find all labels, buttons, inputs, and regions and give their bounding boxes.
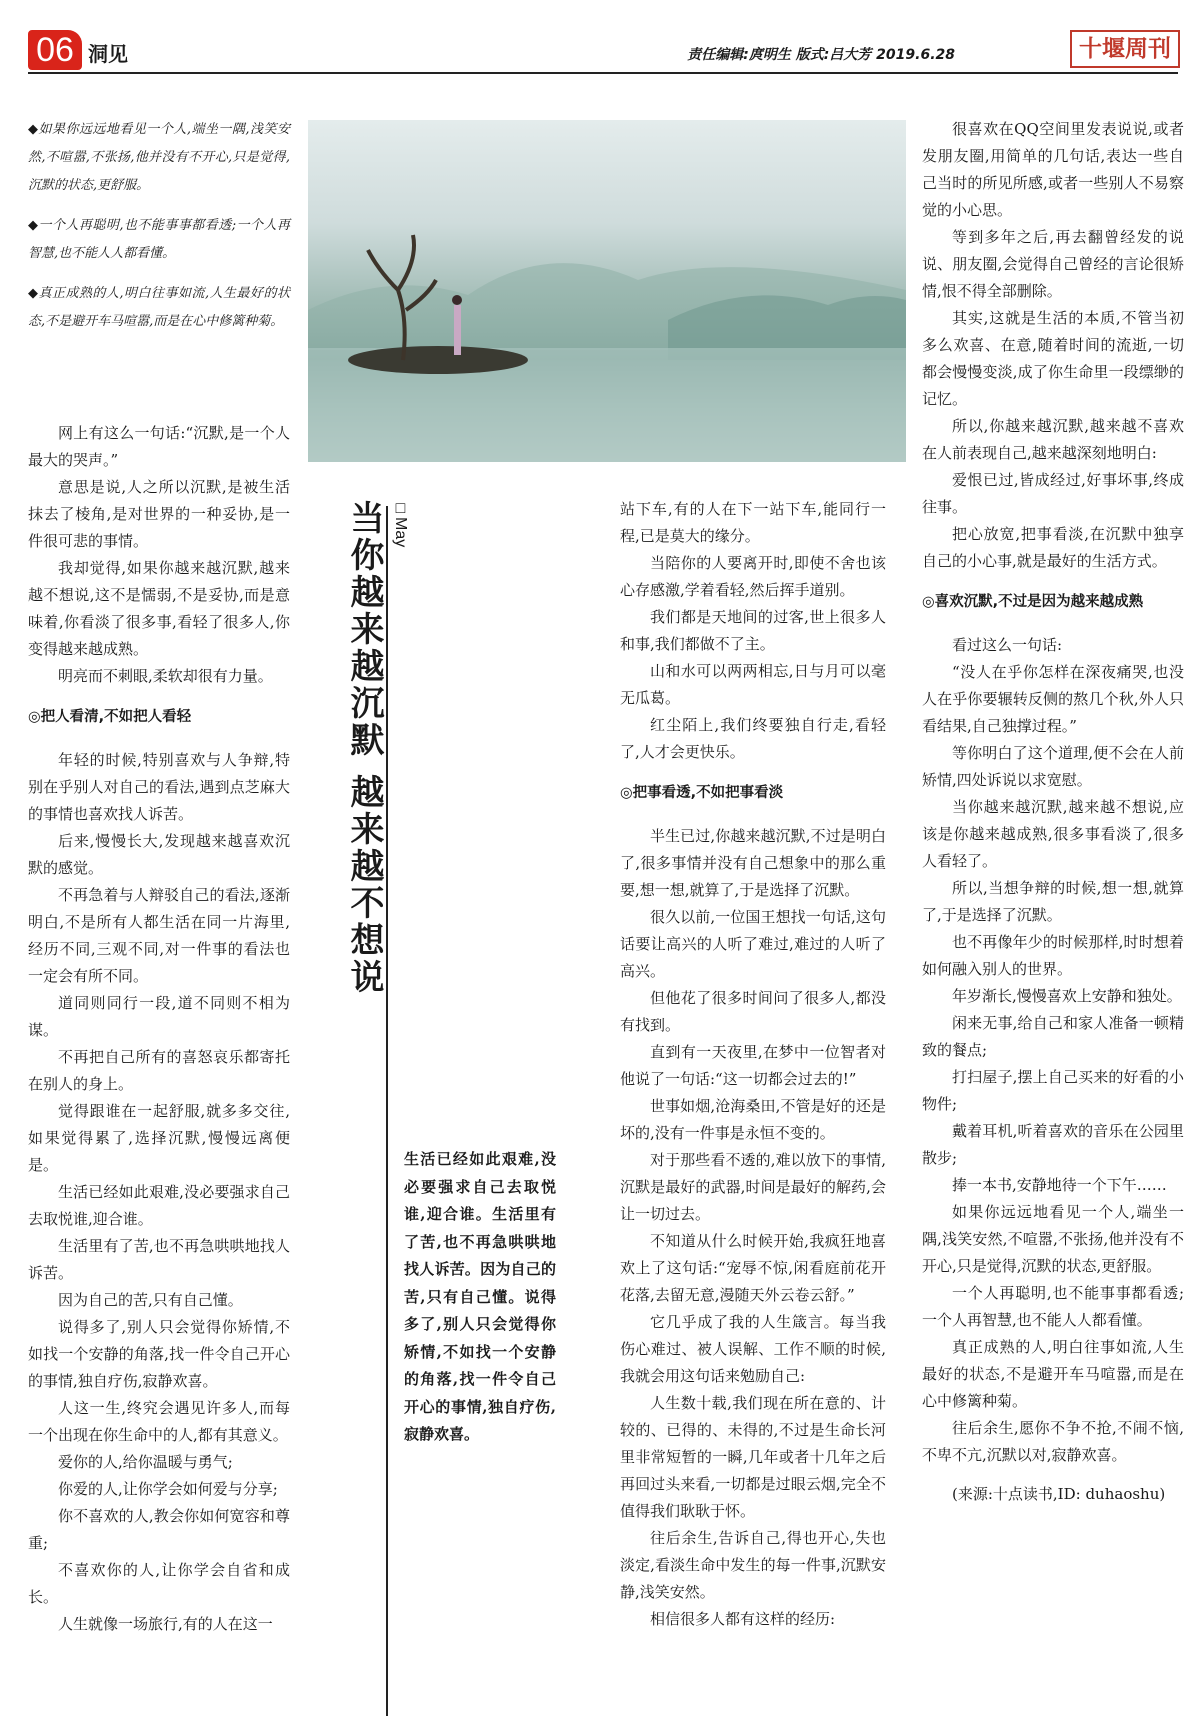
- paragraph: 我却觉得,如果你越来越沉默,越来越不想说,这不是懦弱,不是妥协,而是意味着,你看淡了很多事,看轻了很多人,你变得越来越成熟。: [28, 559, 290, 658]
- paragraph: 闲来无事,给自己和家人准备一顿精致的餐点;: [922, 1014, 1184, 1059]
- quote-item: ◆一个人再聪明,也不能事事都看透;一个人再智慧,也不能人人都看懂。: [28, 218, 290, 261]
- paragraph: 你爱的人,让你学会如何爱与分享;: [58, 1480, 278, 1498]
- quote-item: ◆真正成熟的人,明白往事如流,人生最好的状态,不是避开车马喧嚣,而是在心中修篱种菊。: [28, 286, 290, 329]
- paragraph: 看过这么一句话:: [952, 636, 1063, 654]
- paragraph: 一个人再聪明,也不能事事都看透;一个人再智慧,也不能人人都看懂。: [922, 1284, 1184, 1329]
- paragraph: 因为自己的苦,只有自己懂。: [58, 1291, 243, 1309]
- newspaper-logo: 十堰周刊: [1070, 30, 1180, 68]
- article-source: (来源:十点读书,ID: duhaoshu): [952, 1485, 1166, 1503]
- paragraph: 对于那些看不透的,难以放下的事情,沉默是最好的武器,时间是最好的解药,会让一切过去。: [620, 1151, 886, 1223]
- paragraph: 人生就像一场旅行,有的人在这一: [58, 1615, 273, 1633]
- subheading: ◎把事看透,不如把事看淡: [620, 785, 784, 801]
- paragraph: “没人在乎你怎样在深夜痛哭,也没人在乎你要辗转反侧的熬几个秋,外人只看结果,自己独撑过程。”: [922, 663, 1184, 735]
- paragraph: 人生数十载,我们现在所在意的、计较的、已得的、未得的,不过是生命长河里非常短暂的一瞬,几年或者十几年之后再回过头来看,一切都是过眼云烟,完全不值得我们耿耿于怀。: [620, 1394, 886, 1520]
- paragraph: 如果你远远地看见一个人,端坐一隅,浅笑安然,不喧嚣,不张扬,他并没有不开心,只是觉得,沉默的状态,更舒服。: [922, 1203, 1184, 1275]
- paragraph: 人这一生,终究会遇见许多人,而每一个出现在你生命中的人,都有其意义。: [28, 1399, 290, 1444]
- paragraph: 道同则同行一段,道不同则不相为谋。: [28, 994, 290, 1039]
- article-column-1: [28, 420, 290, 1638]
- paragraph: 真正成熟的人,明白往事如流,人生最好的状态,不是避开车马喧嚣,而是在心中修篱种菊。: [922, 1338, 1184, 1410]
- paragraph: 但他花了很多时间问了很多人,都没有找到。: [620, 989, 886, 1034]
- paragraph: 当你越来越沉默,越来越不想说,应该是你越来越成熟,很多事看淡了,很多人看轻了。: [922, 798, 1184, 870]
- paragraph: 生活里有了苦,也不再急哄哄地找人诉苦。: [28, 1237, 290, 1282]
- paragraph: 其实,这就是生活的本质,不管当初多么欢喜、在意,随着时间的流逝,一切都会慢慢变淡,成了你生命里一段缥缈的记忆。: [922, 309, 1184, 408]
- title-rule: [386, 506, 388, 1716]
- paragraph: 所以,当想争辩的时候,想一想,就算了,于是选择了沉默。: [922, 879, 1184, 924]
- paragraph: 把心放宽,把事看淡,在沉默中独享自己的小心事,就是最好的生活方式。: [922, 525, 1184, 570]
- misty-lake-illustration: [308, 120, 906, 462]
- paragraph: 很久以前,一位国王想找一句话,这句话要让高兴的人听了难过,难过的人听了高兴。: [620, 908, 886, 980]
- paragraph: 半生已过,你越来越沉默,不过是明白了,很多事情并没有自己想象中的那么重要,想一想,就算了,于是选择了沉默。: [620, 827, 886, 899]
- paragraph: 站下车,有的人在下一站下车,能同行一程,已是莫大的缘分。: [620, 500, 886, 545]
- paragraph: 不知道从什么时候开始,我疯狂地喜欢上了这句话:“宠辱不惊,闲看庭前花开花落,去留无意,漫随天外云卷云舒。”: [620, 1232, 886, 1304]
- paragraph: 直到有一天夜里,在梦中一位智者对他说了一句话:“这一切都会过去的!”: [620, 1043, 886, 1088]
- article-title: 当你越来越沉默 越来越不想说: [344, 500, 384, 996]
- quote-item: ◆如果你远远地看见一个人,端坐一隅,浅笑安然,不喧嚣,不张扬,他并没有不开心,只是觉得,沉默的状态,更舒服。: [28, 122, 290, 193]
- paragraph: 当陪你的人要离开时,即使不舍也该心存感激,学着看轻,然后挥手道别。: [620, 554, 886, 599]
- paragraph: 红尘陌上,我们终要独自行走,看轻了,人才会更快乐。: [620, 716, 886, 761]
- paragraph: 不喜欢你的人,让你学会自省和成长。: [28, 1561, 290, 1606]
- paragraph: 往后余生,愿你不争不抢,不闹不恼,不卑不亢,沉默以对,寂静欢喜。: [922, 1419, 1184, 1464]
- paragraph: 不再把自己所有的喜怒哀乐都寄托在别人的身上。: [28, 1048, 290, 1093]
- paragraph: 后来,慢慢长大,发现越来越喜欢沉默的感觉。: [28, 832, 290, 877]
- paragraph: 等到多年之后,再去翻曾经发的说说、朋友圈,会觉得自己曾经的言论很矫情,恨不得全部删除。: [922, 228, 1184, 300]
- paragraph: 年轻的时候,特别喜欢与人争辩,特别在乎别人对自己的看法,遇到点芝麻大的事情也喜欢找人诉苦。: [28, 751, 290, 823]
- section-title: 洞见: [88, 42, 128, 66]
- paragraph: 明亮而不刺眼,柔软却很有力量。: [58, 667, 273, 685]
- paragraph: 等你明白了这个道理,便不会在人前矫情,四处诉说以求宽慰。: [922, 744, 1184, 789]
- paragraph: 捧一本书,安静地待一个下午……: [952, 1176, 1167, 1194]
- highlight-quotes: [28, 116, 290, 348]
- paragraph: 网上有这么一句话:“沉默,是一个人最大的哭声。”: [28, 424, 290, 469]
- subheading: ◎把人看清,不如把人看轻: [28, 709, 192, 725]
- paragraph: 相信很多人都有这样的经历:: [650, 1610, 836, 1628]
- header-rule: [28, 72, 1178, 74]
- paragraph: 年岁渐长,慢慢喜欢上安静和独处。: [952, 987, 1182, 1005]
- paragraph: 戴着耳机,听着喜欢的音乐在公园里散步;: [922, 1122, 1184, 1167]
- paragraph: 它几乎成了我的人生箴言。每当我伤心难过、被人误解、工作不顺的时候,我就会用这句话来勉励自己:: [620, 1313, 886, 1385]
- paragraph: 所以,你越来越沉默,越来越不喜欢在人前表现自己,越来越深刻地明白:: [922, 417, 1184, 462]
- article-photo: [308, 120, 906, 462]
- article-author: □May: [392, 500, 409, 548]
- paragraph: 世事如烟,沧海桑田,不管是好的还是坏的,没有一件事是永恒不变的。: [620, 1097, 886, 1142]
- paragraph: 爱恨已过,皆成经过,好事坏事,终成往事。: [922, 471, 1184, 516]
- paragraph: 你不喜欢的人,教会你如何宽容和尊重;: [28, 1507, 290, 1552]
- paragraph: 觉得跟谁在一起舒服,就多多交往,如果觉得累了,选择沉默,慢慢远离便是。: [28, 1102, 290, 1174]
- paragraph: 意思是说,人之所以沉默,是被生活抹去了棱角,是对世界的一种妥协,是一件很可悲的事情。: [28, 478, 290, 550]
- subheading: ◎喜欢沉默,不过是因为越来越成熟: [922, 594, 1144, 610]
- paragraph: 很喜欢在QQ空间里发表说说,或者发朋友圈,用简单的几句话,表达一些自己当时的所见所感,或者一些别人不易察觉的小心思。: [922, 120, 1184, 219]
- paragraph: 不再急着与人辩驳自己的看法,逐渐明白,不是所有人都生活在同一片海里,经历不同,三观不同,对一件事的看法也一定会有所不同。: [28, 886, 290, 985]
- article-column-4: [922, 116, 1184, 1508]
- article-column-3: [620, 496, 886, 1633]
- paragraph: 往后余生,告诉自己,得也开心,失也淡定,看淡生命中发生的每一件事,沉默安静,浅笑安然。: [620, 1529, 886, 1601]
- paragraph: 爱你的人,给你温暖与勇气;: [58, 1453, 233, 1471]
- pull-quote: 生活已经如此艰难,没必要强求自己去取悦谁,迎合谁。生活里有了苦,也不再急哄哄地找人诉苦。因为自己的苦,只有自己懂。说得多了,别人只会觉得你矫情,不如找一个安静的角落,找一件令自己开心的事情,独自疗伤,寂静欢喜。: [404, 1150, 556, 1443]
- paragraph: 说得多了,别人只会觉得你矫情,不如找一个安静的角落,找一件令自己开心的事情,独自疗伤,寂静欢喜。: [28, 1318, 290, 1390]
- paragraph: 生活已经如此艰难,没必要强求自己去取悦谁,迎合谁。: [28, 1183, 290, 1228]
- paragraph: 打扫屋子,摆上自己买来的好看的小物件;: [922, 1068, 1184, 1113]
- paragraph: 山和水可以两两相忘,日与月可以毫无瓜葛。: [620, 662, 886, 707]
- paragraph: 也不再像年少的时候那样,时时想着如何融入别人的世界。: [922, 933, 1184, 978]
- editor-credits: 责任编辑:庹明生 版式:吕大芳 2019.6.28: [687, 47, 955, 63]
- paragraph: 我们都是天地间的过客,世上很多人和事,我们都做不了主。: [620, 608, 886, 653]
- page-number: 06: [28, 30, 82, 70]
